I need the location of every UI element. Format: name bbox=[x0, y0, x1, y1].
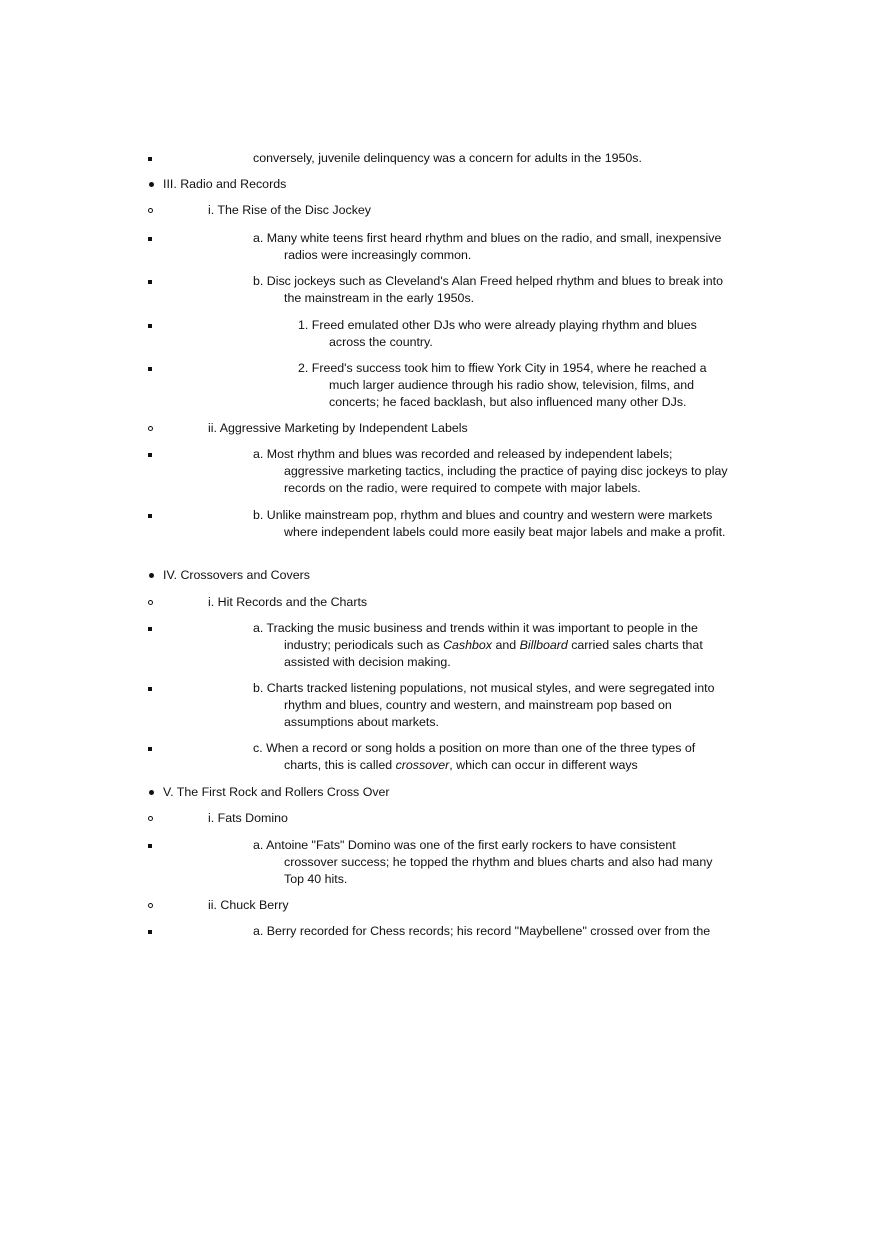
outline-text: a. Many white teens first heard rhythm and blues on the radio, and small, inexpensive radios were increasingly common. bbox=[253, 231, 722, 262]
circle-bullet-icon bbox=[148, 420, 158, 437]
outline-text: a. Berry recorded for Chess records; his record "Maybellene" crossed over from the bbox=[253, 924, 711, 938]
periodical-title: Cashbox bbox=[443, 638, 492, 652]
term: crossover bbox=[395, 758, 450, 772]
outline-text: conversely, juvenile delinquency was a concern for adults in the 1950s. bbox=[253, 151, 642, 165]
square-bullet-icon bbox=[148, 317, 158, 334]
section-heading: IV. Crossovers and Covers bbox=[163, 568, 310, 582]
square-bullet-icon bbox=[148, 837, 158, 854]
square-bullet-icon bbox=[148, 273, 158, 290]
subsection-heading: i. The Rise of the Disc Jockey bbox=[208, 203, 371, 217]
circle-bullet-icon bbox=[148, 202, 158, 219]
outline-text: b. Unlike mainstream pop, rhythm and blues and country and western were markets where independent labels could more easily beat major labels and make a profit. bbox=[253, 508, 726, 539]
square-bullet-icon bbox=[148, 360, 158, 377]
square-bullet-icon bbox=[148, 507, 158, 524]
square-bullet-icon bbox=[148, 620, 158, 637]
section-heading: III. Radio and Records bbox=[163, 177, 287, 191]
disc-bullet-icon bbox=[148, 567, 158, 584]
outline-text: 2. Freed's success took him to ffiew York City in 1954, where he reached a much larger audience through his radio show, television, films, and concerts; he faced backlash, but also influenced many other DJs. bbox=[298, 361, 707, 409]
text-run: carried sales charts that assisted with decision making. bbox=[284, 638, 703, 669]
disc-bullet-icon bbox=[148, 784, 158, 801]
subsection-heading: i. Fats Domino bbox=[208, 811, 288, 825]
outline-text: b. Disc jockeys such as Cleveland's Alan Freed helped rhythm and blues to break into the mainstream in the early 1950s. bbox=[253, 274, 724, 305]
square-bullet-icon bbox=[148, 740, 158, 757]
circle-bullet-icon bbox=[148, 897, 158, 914]
outline-text bbox=[253, 740, 731, 774]
outline-text bbox=[253, 620, 731, 671]
text-run: , which can occur in different ways bbox=[449, 758, 638, 772]
disc-bullet-icon bbox=[148, 176, 158, 193]
square-bullet-icon bbox=[148, 446, 158, 463]
square-bullet-icon bbox=[148, 680, 158, 697]
square-bullet-icon bbox=[148, 150, 158, 167]
outline-text: a. Antoine "Fats" Domino was one of the first early rockers to have consistent crossover success; he topped the rhythm and blues charts and also had many Top 40 hits. bbox=[253, 838, 713, 886]
square-bullet-icon bbox=[148, 923, 158, 940]
text-run: a. Tracking the music business and trends within it was important to people in the industry; periodicals such as bbox=[253, 621, 698, 652]
circle-bullet-icon bbox=[148, 810, 158, 827]
subsection-heading: ii. Chuck Berry bbox=[208, 898, 289, 912]
square-bullet-icon bbox=[148, 230, 158, 247]
outline-text: 1. Freed emulated other DJs who were already playing rhythm and blues across the country. bbox=[298, 318, 697, 349]
outline-text: b. Charts tracked listening populations, not musical styles, and were segregated into rhythm and blues, country and western, and mainstream pop based on assumptions about markets. bbox=[253, 681, 715, 729]
subsection-heading: i. Hit Records and the Charts bbox=[208, 595, 368, 609]
circle-bullet-icon bbox=[148, 594, 158, 611]
outline-text: a. Most rhythm and blues was recorded and released by independent labels; aggressive marketing tactics, including the practice of paying disc jockeys to play records on the radio, were required to compete with major labels. bbox=[253, 447, 728, 495]
subsection-heading: ii. Aggressive Marketing by Independent Labels bbox=[208, 421, 468, 435]
text-run: c. When a record or song holds a position on more than one of the three types of charts, this is called bbox=[253, 741, 696, 772]
periodical-title: Billboard bbox=[519, 638, 568, 652]
text-run: and bbox=[492, 638, 520, 652]
section-heading: V. The First Rock and Rollers Cross Over bbox=[163, 785, 390, 799]
